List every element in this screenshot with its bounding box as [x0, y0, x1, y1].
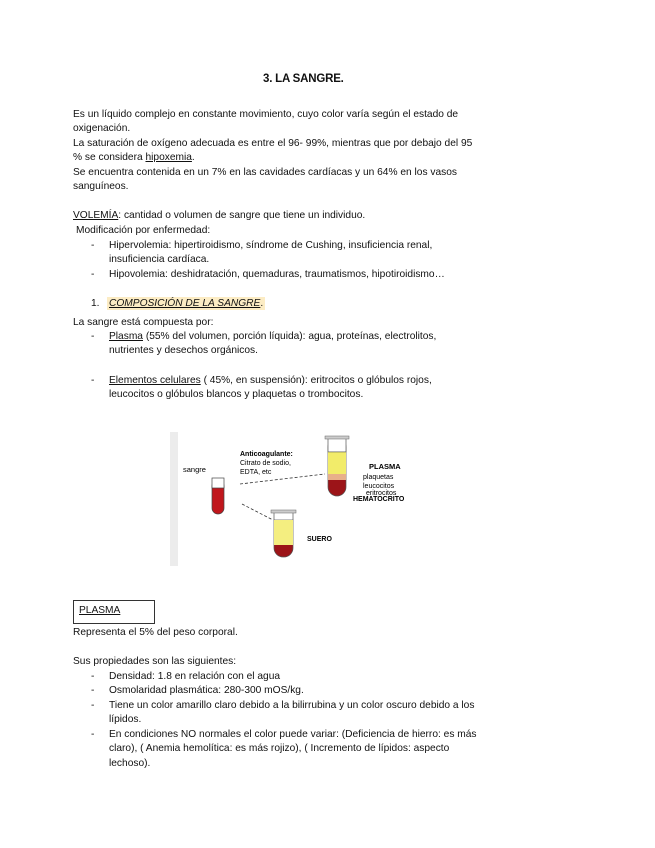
- composition-item-celulares-line2: leucocitos o glóbulos blancos y plaquetas o trombocitos.: [109, 389, 364, 400]
- volemia-mod-label: Modificación por enfermedad:: [76, 225, 211, 236]
- intro-p1-line2: oxigenación.: [73, 123, 131, 134]
- volemia-definition: [73, 210, 365, 221]
- plasma-line1: Representa el 5% del peso corporal.: [73, 627, 238, 638]
- plasma-prop-condiciones-line2: claro), ( Anemia hemolítica: es más rojizo), ( Incremento de lípidos: aspecto: [109, 743, 450, 754]
- composition-item-celulares-line1: [109, 375, 432, 386]
- composition-heading-text: COMPOSICIÓN DE LA SANGRE: [109, 298, 261, 309]
- plasma-heading-box: [73, 600, 155, 624]
- volemia-item-hiper-line2: insuficiencia cardíaca.: [109, 254, 210, 265]
- composition-heading: [107, 297, 265, 310]
- plasma-prop-color-line1: Tiene un color amarillo claro debido a la bilirrubina y un color oscuro debido a los: [109, 700, 475, 711]
- plasma-props-intro: Sus propiedades son las siguientes:: [73, 656, 237, 667]
- label-hematocrito: HEMATOCRITO: [353, 496, 405, 503]
- plasma-desc: (55% del volumen, porción líquida): agua, proteínas, electrolitos,: [142, 331, 437, 342]
- plasma-prop-condiciones-line1: En condiciones NO normales el color puede variar: (Deficiencia de hierro: es más: [109, 729, 477, 740]
- composition-intro: La sangre está compuesta por:: [73, 317, 214, 328]
- page-title: 3. LA SANGRE.: [263, 73, 344, 85]
- hipoxemia-link[interactable]: hipoxemia: [145, 152, 192, 163]
- plasma-prop-osmolaridad: Osmolaridad plasmática: 280-300 mOS/kg.: [109, 685, 304, 696]
- serum-tube: [271, 510, 296, 557]
- section-number: 1.: [91, 298, 100, 309]
- volemia-item-hiper-line1: Hipervolemia: hipertiroidismo, síndrome de Cushing, insuficiencia renal,: [109, 240, 433, 251]
- composition-item-plasma-line2: nutrientes y desechos orgánicos.: [109, 345, 258, 356]
- intro-p3-line2: sanguíneos.: [73, 181, 129, 192]
- label-citrato: Citrato de sodio,: [240, 460, 291, 467]
- composition-heading-post: .: [260, 298, 264, 309]
- label-leucocitos: leucocitos: [363, 483, 395, 490]
- label-eritrocitos: eritrocitos: [366, 490, 397, 497]
- label-edta: EDTA, etc: [240, 469, 272, 476]
- volemia-item-hipo: Hipovolemia: deshidratación, quemaduras, traumatismos, hipotiroidismo…: [109, 269, 445, 280]
- celulares-desc: ( 45%, en suspensión): eritrocitos o glóbulos rojos,: [200, 375, 432, 386]
- list-dash: -: [91, 375, 95, 386]
- label-plaquetas: plaquetas: [363, 474, 394, 481]
- hematocrit-tube: [325, 436, 349, 496]
- blood-tube: [212, 478, 224, 514]
- plasma-heading: PLASMA: [79, 605, 121, 616]
- intro-p3-line1: Se encuentra contenida en un 7% en las cavidades cardíacas y un 64% en los vasos: [73, 167, 457, 178]
- celulares-term: Elementos celulares: [109, 375, 201, 386]
- intro-p2-line2: [73, 152, 195, 163]
- intro-p2-pre: % se considera: [73, 152, 146, 163]
- list-dash: -: [91, 269, 95, 280]
- plasma-prop-color-line2: lípidos.: [109, 714, 142, 725]
- list-dash: -: [91, 671, 95, 682]
- list-dash: -: [91, 729, 95, 740]
- blood-tubes-figure: [170, 432, 442, 566]
- list-dash: -: [91, 685, 95, 696]
- intro-p2-post: .: [191, 152, 195, 163]
- volemia-term: VOLEMÍA: [73, 210, 119, 221]
- label-anticoagulante: Anticoagulante:: [240, 451, 293, 458]
- plasma-term: Plasma: [109, 331, 143, 342]
- arrow-to-serum: [242, 504, 273, 520]
- plasma-prop-condiciones-line3: lechoso).: [109, 758, 151, 769]
- intro-p2-line1: La saturación de oxígeno adecuada es entre el 96- 99%, mientras que por debajo del 95: [73, 138, 473, 149]
- composition-item-plasma-line1: [109, 331, 436, 342]
- label-plasma: PLASMA: [369, 462, 401, 471]
- list-dash: -: [91, 240, 95, 251]
- label-sangre: sangre: [183, 465, 206, 474]
- list-dash: -: [91, 700, 95, 711]
- plasma-prop-densidad: Densidad: 1.8 en relación con el agua: [109, 671, 281, 682]
- figure-left-shade: [170, 432, 178, 566]
- list-dash: -: [91, 331, 95, 342]
- volemia-def-text: : cantidad o volumen de sangre que tiene un individuo.: [118, 210, 366, 221]
- label-suero: SUERO: [307, 536, 332, 543]
- intro-p1-line1: Es un líquido complejo en constante movimiento, cuyo color varía según el estado de: [73, 109, 459, 120]
